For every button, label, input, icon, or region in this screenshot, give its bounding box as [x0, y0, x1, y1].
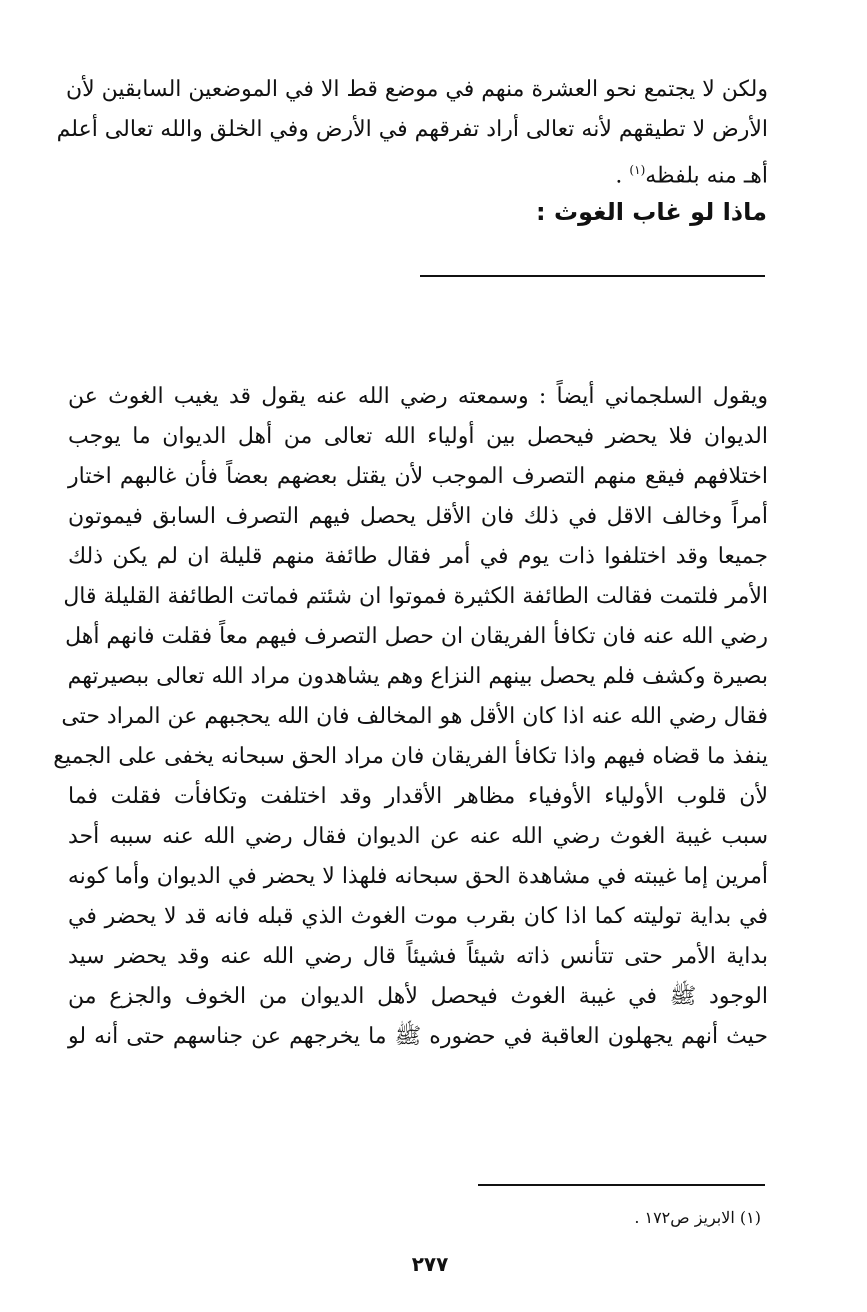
text-line: في بداية توليته كما اذا كان بقرب موت الغوث الذي قبله فانه قد لا يحضر في — [68, 904, 768, 929]
section-heading: ماذا لو غاب الغوث : — [536, 198, 767, 226]
text-line — [68, 150, 768, 190]
text-line: الأرض لا تطيقهم لأنه تعالى أراد تفرقهم في الأرض وفي الخلق والله تعالى أعلم — [56, 117, 768, 142]
text-line: الديوان فلا يحضر فيحصل بين أولياء الله تعالى من أهل الديوان ما يوجب — [68, 424, 768, 449]
text-line: جميعا وقد اختلفوا ذات يوم في أمر فقال طائفة منهم قليلة ان لم يكن ذلك — [68, 544, 768, 569]
main-paragraph — [53, 377, 768, 1057]
top-paragraph — [56, 70, 768, 190]
text-line: ينفذ ما قضاه فيهم واذا تكافأ الفريقان فان مراد الحق سبحانه يخفى على الجميع — [53, 744, 768, 769]
text-line: ولكن لا يجتمع نحو العشرة منهم في موضع قط الا في الموضعين السابقين لأن — [65, 77, 768, 102]
text-line: رضي الله عنه فان تكافأ الفريقان ان حصل التصرف فيهم معاً فقلت فانهم أهل — [65, 624, 768, 649]
page-number: ٢٧٧ — [411, 1252, 449, 1276]
text-line: سبب غيبة الغوث رضي الله عنه عن الديوان فقال رضي الله عنه سببه أحد — [68, 824, 768, 849]
text-line: ويقول السلجماني أيضاً : وسمعته رضي الله عنه يقول قد يغيب الغوث عن — [68, 384, 768, 409]
divider-rule — [420, 275, 765, 277]
text-fragment: أهـ منه بلفظه — [645, 163, 768, 189]
text-line: أمراً وخالف الاقل في ذلك فان الأقل يحصل فيهم التصرف السابق فيموتون — [68, 504, 768, 529]
text-line: الوجود ﷺ في غيبة الغوث فيحصل لأهل الديوان من الخوف والجزع من — [68, 984, 768, 1009]
text-line: بصيرة وكشف فلم يحصل بينهم النزاع وهم يشاهدون مراد الله تعالى ببصيرتهم — [67, 664, 768, 689]
text-line: أمرين إما غيبته في مشاهدة الحق سبحانه فلهذا لا يحضر في الديوان وأما كونه — [67, 864, 768, 889]
text-line: فقال رضي الله عنه اذا كان الأقل هو المخالف فان الله يحجبهم عن المراد حتى — [61, 704, 768, 729]
footnote-marker: (١) — [629, 163, 646, 177]
text-line: بداية الأمر حتى تتأنس ذاته شيئاً فشيئاً قال رضي الله عنه وقد يحضر سيد — [68, 944, 768, 969]
footnote-separator — [478, 1184, 765, 1186]
text-line: لأن قلوب الأولياء الأوفياء مظاهر الأقدار وقد اختلفت وتكافأت فقلت فما — [68, 784, 768, 809]
end-mark: . — [615, 163, 623, 189]
text-line: حيث أنهم يجهلون العاقبة في حضوره ﷺ ما يخرجهم عن جناسهم حتى أنه لو — [68, 1024, 768, 1049]
text-line: اختلافهم فيقع منهم التصرف الموجب لأن يقتل بعضهم بعضاً فأن غالبهم اختار — [68, 464, 768, 489]
footnote: (١) الابريز ص١٧٢ . — [634, 1208, 761, 1227]
text-line: الأمر فلتمت فقالت الطائفة الكثيرة فموتوا ان شئتم فماتت الطائفة القليلة قال — [63, 584, 768, 609]
